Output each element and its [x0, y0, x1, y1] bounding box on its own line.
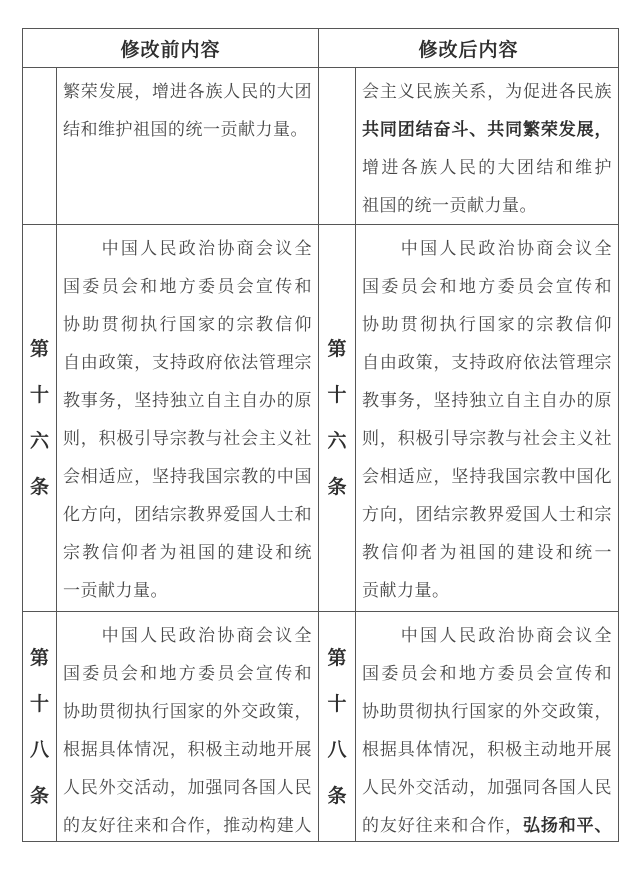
text-segment: 化方向，团结宗教界爱国人士和 — [63, 505, 312, 525]
article-number-char: 十 — [327, 384, 347, 406]
article-number-char: 第 — [29, 338, 49, 360]
after-content-cell — [356, 225, 618, 611]
before-content-cell — [57, 68, 319, 224]
text-line — [362, 693, 612, 731]
article-number-char: 十 — [29, 384, 49, 406]
text-line — [362, 73, 612, 111]
amended-text-segment: 弘扬和平、 — [522, 816, 612, 836]
text-line — [63, 458, 312, 496]
text-segment: 中国人民政治协商会议全 — [362, 239, 612, 259]
text-segment: 祖国的统一贡献力量。 — [362, 196, 537, 216]
table-header-row — [23, 29, 618, 67]
text-line — [63, 693, 312, 731]
text-line — [362, 230, 612, 268]
text-line — [63, 617, 312, 655]
article-number-char: 六 — [29, 430, 49, 452]
text-line — [362, 617, 612, 655]
text-segment: 根据具体情况，积极主动地开展 — [362, 740, 612, 760]
text-line — [63, 306, 312, 344]
text-line — [362, 769, 612, 807]
text-line — [362, 268, 612, 306]
text-line — [63, 807, 312, 841]
text-segment: 方向，团结宗教界爱国人士和宗 — [362, 505, 612, 525]
article-number-char: 条 — [29, 476, 49, 498]
text-line — [63, 534, 312, 572]
text-segment: 会相适应，坚持我国宗教中国化 — [362, 467, 612, 487]
text-line — [362, 731, 612, 769]
text-segment: 教事务，坚持独立自主自办的原 — [362, 391, 612, 411]
text-line — [362, 496, 612, 534]
header-before-column: 修改前内容 — [23, 29, 319, 67]
article-number-char: 条 — [327, 476, 347, 498]
text-line — [362, 187, 612, 224]
article-number-char: 八 — [29, 738, 49, 761]
article-number-char: 第 — [29, 646, 49, 669]
text-segment: 贡献力量。 — [362, 581, 450, 601]
amendment-comparison-table — [22, 28, 619, 842]
text-segment: 教信仰者为祖国的建设和统一 — [362, 543, 612, 563]
text-line — [63, 496, 312, 534]
article-label-after — [319, 612, 356, 841]
text-segment: 中国人民政治协商会议全 — [63, 626, 312, 646]
text-segment: 国委员会和地方委员会宣传和 — [362, 664, 612, 684]
article-label-before — [23, 225, 57, 611]
text-segment: 一贡献力量。 — [63, 581, 168, 601]
text-line — [63, 230, 312, 268]
text-line — [362, 382, 612, 420]
text-segment: 协助贯彻执行国家的外交政策， — [362, 702, 612, 722]
text-segment: 国委员会和地方委员会宣传和 — [63, 664, 312, 684]
text-segment: 国委员会和地方委员会宣传和 — [63, 277, 312, 297]
table-row — [23, 224, 618, 611]
table-body — [23, 67, 618, 841]
article-number-char: 条 — [327, 784, 347, 807]
text-segment: 会主义民族关系，为促进各民族 — [362, 82, 612, 102]
article-label-after — [319, 68, 356, 224]
text-line — [63, 382, 312, 420]
article-number-char: 六 — [327, 430, 347, 452]
text-line — [362, 807, 612, 841]
article-number-char: 十 — [29, 692, 49, 715]
text-line — [63, 769, 312, 807]
table-row — [23, 67, 618, 224]
article-label-after — [319, 225, 356, 611]
table-row — [23, 611, 618, 841]
text-segment: 结和维护祖国的统一贡献力量。 — [63, 120, 308, 140]
text-line — [362, 572, 612, 610]
text-line — [63, 344, 312, 382]
text-segment: 协助贯彻执行国家的宗教信仰 — [362, 315, 612, 335]
text-segment: 国委员会和地方委员会宣传和 — [362, 277, 612, 297]
text-segment: 根据具体情况，积极主动地开展 — [63, 740, 312, 760]
amended-text-segment: 共同团结奋斗、共同繁荣发展， — [362, 120, 612, 140]
text-line — [63, 420, 312, 458]
article-number-char: 十 — [327, 692, 347, 715]
text-line — [362, 344, 612, 382]
article-number-char: 条 — [29, 784, 49, 807]
text-segment: 宗教信仰者为祖国的建设和统 — [63, 543, 312, 563]
text-segment: 自由政策，支持政府依法管理宗 — [362, 353, 612, 373]
text-line — [362, 111, 612, 149]
text-line — [63, 73, 312, 111]
article-label-before — [23, 68, 57, 224]
text-line — [362, 420, 612, 458]
article-number-char: 第 — [327, 646, 347, 669]
text-line — [362, 306, 612, 344]
text-line — [63, 268, 312, 306]
text-line — [63, 655, 312, 693]
article-number-char: 八 — [327, 738, 347, 761]
text-line — [63, 572, 312, 610]
text-segment: 的友好往来和合作，推动构建人 — [63, 816, 312, 836]
text-line — [362, 534, 612, 572]
text-segment: 协助贯彻执行国家的宗教信仰 — [63, 315, 312, 335]
text-segment: 自由政策，支持政府依法管理宗 — [63, 353, 312, 373]
text-segment: 则，积极引导宗教与社会主义社 — [362, 429, 612, 449]
after-content-cell — [356, 612, 618, 841]
text-segment: 繁荣发展，增进各族人民的大团 — [63, 82, 312, 102]
text-segment: 教事务，坚持独立自主自办的原 — [63, 391, 312, 411]
text-segment: 人民外交活动，加强同各国人民 — [63, 778, 312, 798]
text-segment: 会相适应，坚持我国宗教的中国 — [63, 467, 312, 487]
article-number-char: 第 — [327, 338, 347, 360]
text-segment: 人民外交活动，加强同各国人民 — [362, 778, 612, 798]
text-line — [362, 149, 612, 187]
text-segment: 中国人民政治协商会议全 — [362, 626, 612, 646]
header-after-column: 修改后内容 — [418, 38, 519, 61]
text-line — [63, 111, 312, 149]
article-label-before — [23, 612, 57, 841]
before-content-cell — [57, 225, 319, 611]
before-content-cell — [57, 612, 319, 841]
text-segment: 的友好往来和合作， — [362, 816, 523, 836]
text-segment: 增进各族人民的大团结和维护 — [362, 158, 612, 178]
text-line — [63, 731, 312, 769]
text-line — [362, 655, 612, 693]
after-content-cell — [356, 68, 618, 224]
text-segment: 中国人民政治协商会议全 — [63, 239, 312, 259]
text-segment: 协助贯彻执行国家的外交政策， — [63, 702, 312, 722]
text-segment: 则，积极引导宗教与社会主义社 — [63, 429, 312, 449]
text-line — [362, 458, 612, 496]
